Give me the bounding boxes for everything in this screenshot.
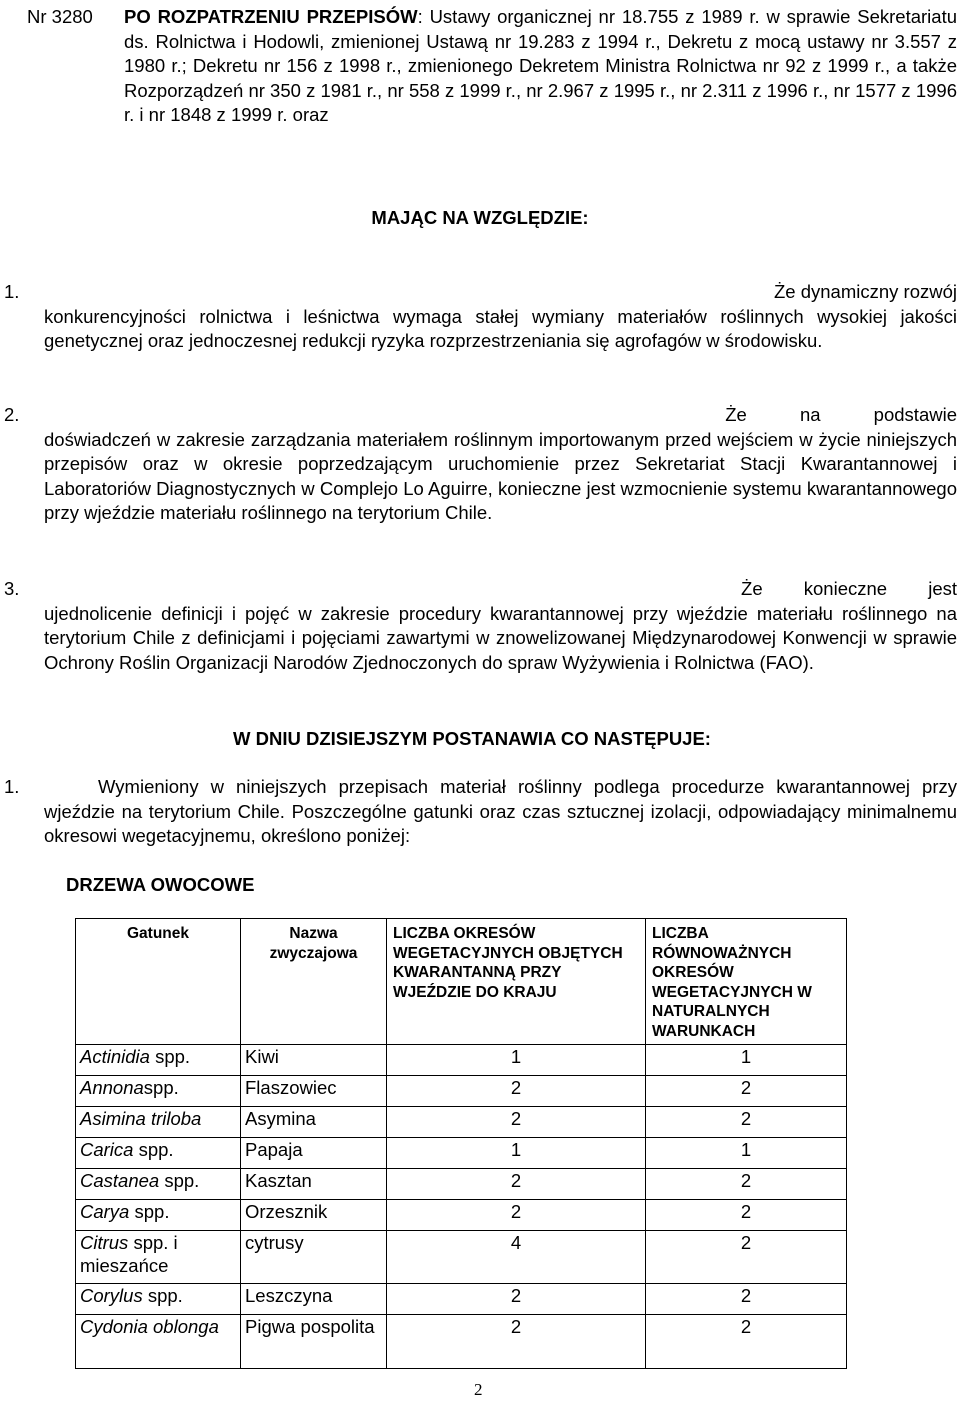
genus-name: Citrus bbox=[80, 1232, 129, 1253]
item-text: doświadczeń w zakresie zarządzania materiałem roślinnym importowanym przed wejściem w życie niniejszych przepisów oraz w okresie poprzedzającym uruchomienie przez Sekretariat Stacji Kwarantannowej i Laboratoriów Diagnostycznych w Complejo Lo Aguirre, konieczne jest wzmocnienie systemu kwarantannowego przy wjeździe materiału roślinnego na terytorium Chile. bbox=[44, 428, 957, 523]
cell-natural-periods: 2 bbox=[646, 1315, 847, 1369]
item-number: 3. bbox=[4, 578, 20, 599]
table-row bbox=[76, 1138, 847, 1169]
page-number: 2 bbox=[474, 1380, 483, 1399]
cell-quarantine-periods: 2 bbox=[387, 1284, 646, 1315]
section-title: DRZEWA OWOCOWE bbox=[66, 874, 255, 895]
genus-suffix: spp. bbox=[149, 1046, 191, 1067]
cell-natural-periods: 1 bbox=[646, 1045, 847, 1076]
cell-natural-periods: 2 bbox=[646, 1200, 847, 1231]
table-row bbox=[76, 1315, 847, 1369]
cell-quarantine-periods: 1 bbox=[387, 1138, 646, 1169]
cell-natural-periods: 2 bbox=[646, 1169, 847, 1200]
item-text: ujednolicenie definicji i pojęć w zakresie procedury kwarantannowej przy wjeździe materiału roślinnego na terytorium Chile z definicjami i pojęciami zawartymi w znowelizowanej Międzynarodowej Konwencji w sprawie Ochrony Roślin Organizacji Narodów Zjednoczonych do spraw Wyżywienia i Rolnictwa (FAO). bbox=[44, 602, 957, 673]
item-number: 1. bbox=[4, 281, 20, 302]
header-common-name: Nazwa zwyczajowa bbox=[241, 919, 387, 1045]
cell-quarantine-periods: 2 bbox=[387, 1200, 646, 1231]
cell-genus bbox=[76, 1076, 241, 1107]
cell-genus bbox=[76, 1045, 241, 1076]
cell-quarantine-periods: 4 bbox=[387, 1231, 646, 1284]
header-genus: Gatunek bbox=[76, 919, 241, 1045]
cell-natural-periods: 2 bbox=[646, 1284, 847, 1315]
table-header-row bbox=[76, 919, 847, 1045]
preamble bbox=[124, 5, 957, 128]
decision-text: Wymieniony w niniejszych przepisach materiał roślinny podlega procedurze kwarantannowej przy wjeździe na terytorium Chile. Poszczególne gatunki oraz czas sztucznej izolacji, odpowiadający minimalnemu okresowi wegetacyjnemu, określono poniżej: bbox=[44, 776, 957, 846]
cell-quarantine-periods: 2 bbox=[387, 1315, 646, 1369]
table-row bbox=[76, 1107, 847, 1138]
cell-common-name: Leszczyna bbox=[241, 1284, 387, 1315]
genus-name: Asimina triloba bbox=[80, 1108, 202, 1129]
item-lead-text: Że dynamiczny rozwój bbox=[773, 281, 957, 302]
cell-genus bbox=[76, 1315, 241, 1369]
considering-item-2 bbox=[4, 403, 957, 526]
table-row bbox=[76, 1200, 847, 1231]
cell-genus bbox=[76, 1200, 241, 1231]
table-row bbox=[76, 1169, 847, 1200]
item-lead bbox=[44, 280, 957, 305]
genus-name: Carya bbox=[80, 1201, 130, 1222]
genus-name: Annona bbox=[80, 1077, 144, 1098]
item-lead-text: Że na podstawie bbox=[725, 404, 957, 425]
table-row bbox=[76, 1231, 847, 1284]
cell-genus bbox=[76, 1169, 241, 1200]
item-lead bbox=[44, 403, 957, 428]
genus-suffix: spp. i mieszańce bbox=[80, 1232, 178, 1276]
header-natural-periods: LICZBA RÓWNOWAŻNYCH OKRESÓW WEGETACYJNYCH W NATURALNYCH WARUNKACH bbox=[646, 919, 847, 1045]
genus-name: Carica bbox=[80, 1139, 134, 1160]
quarantine-table bbox=[75, 918, 847, 1369]
cell-common-name: Flaszowiec bbox=[241, 1076, 387, 1107]
item-text: konkurencyjności rolnictwa i leśnictwa wymaga stałej wymiany materiałów roślinnych wysokiej jakości genetycznej oraz jednoczesnej redukcji ryzyka rozprzestrzeniania się agrofagów w środowisku. bbox=[44, 305, 957, 351]
cell-common-name: Kiwi bbox=[241, 1045, 387, 1076]
genus-name: Actinidia bbox=[80, 1046, 150, 1067]
cell-genus bbox=[76, 1138, 241, 1169]
table-row bbox=[76, 1076, 847, 1107]
table-row bbox=[76, 1284, 847, 1315]
table-row bbox=[76, 1045, 847, 1076]
cell-common-name: cytrusy bbox=[241, 1231, 387, 1284]
header-quarantine-periods: LICZBA OKRESÓW WEGETACYJNYCH OBJĘTYCH KWARANTANNĄ PRZY WJEŹDZIE DO KRAJU bbox=[387, 919, 646, 1045]
item-number: 1. bbox=[4, 776, 20, 797]
cell-natural-periods: 2 bbox=[646, 1076, 847, 1107]
considering-item-1 bbox=[4, 280, 957, 354]
genus-name: Corylus bbox=[80, 1285, 143, 1306]
cell-common-name: Papaja bbox=[241, 1138, 387, 1169]
cell-common-name: Asymina bbox=[241, 1107, 387, 1138]
cell-natural-periods: 2 bbox=[646, 1107, 847, 1138]
genus-suffix: spp. bbox=[142, 1285, 183, 1306]
item-number: 2. bbox=[4, 404, 20, 425]
document-number: Nr 3280 bbox=[27, 6, 93, 27]
cell-genus bbox=[76, 1284, 241, 1315]
item-lead bbox=[44, 577, 957, 602]
cell-common-name: Orzesznik bbox=[241, 1200, 387, 1231]
cell-quarantine-periods: 2 bbox=[387, 1169, 646, 1200]
cell-genus bbox=[76, 1107, 241, 1138]
genus-suffix: spp. bbox=[133, 1139, 174, 1160]
genus-suffix: spp. bbox=[129, 1201, 170, 1222]
decision-item-1 bbox=[4, 775, 957, 849]
considering-heading: MAJĄC NA WZGLĘDZIE: bbox=[371, 207, 589, 228]
decision-heading: W DNIU DZISIEJSZYM POSTANAWIA CO NASTĘPUJE: bbox=[233, 728, 711, 749]
preamble-text: : Ustawy organicznej nr 18.755 z 1989 r. w sprawie Sekretariatu ds. Rolnictwa i Hodowli, zmienionej Ustawą nr 19.283 z 1994 r., Dekretu z mocą ustawy nr 3.557 z 1980 r.; Dekretu nr 156 z 1998 r., zmienionego Dekretem Ministra Rolnictwa nr 92 z 1999 r., a także Rozporządzeń nr 350 z 1981 r., nr 558 z 1999 r., nr 2.967 z 1995 r., nr 2.311 z 1996 r., nr 1577 z 1996 r. i nr 1848 z 1999 r. oraz bbox=[124, 6, 957, 125]
genus-suffix: spp. bbox=[143, 1077, 179, 1098]
cell-genus bbox=[76, 1231, 241, 1284]
item-lead-text: Że konieczne jest bbox=[741, 578, 957, 599]
genus-name: Castanea bbox=[80, 1170, 160, 1191]
cell-natural-periods: 1 bbox=[646, 1138, 847, 1169]
cell-common-name: Kasztan bbox=[241, 1169, 387, 1200]
cell-quarantine-periods: 2 bbox=[387, 1107, 646, 1138]
cell-quarantine-periods: 2 bbox=[387, 1076, 646, 1107]
genus-suffix: spp. bbox=[159, 1170, 200, 1191]
genus-name: Cydonia oblonga bbox=[80, 1316, 219, 1337]
cell-quarantine-periods: 1 bbox=[387, 1045, 646, 1076]
considering-item-3 bbox=[4, 577, 957, 675]
cell-common-name: Pigwa pospolita bbox=[241, 1315, 387, 1369]
cell-natural-periods: 2 bbox=[646, 1231, 847, 1284]
preamble-title: PO ROZPATRZENIU PRZEPISÓW bbox=[124, 6, 418, 27]
